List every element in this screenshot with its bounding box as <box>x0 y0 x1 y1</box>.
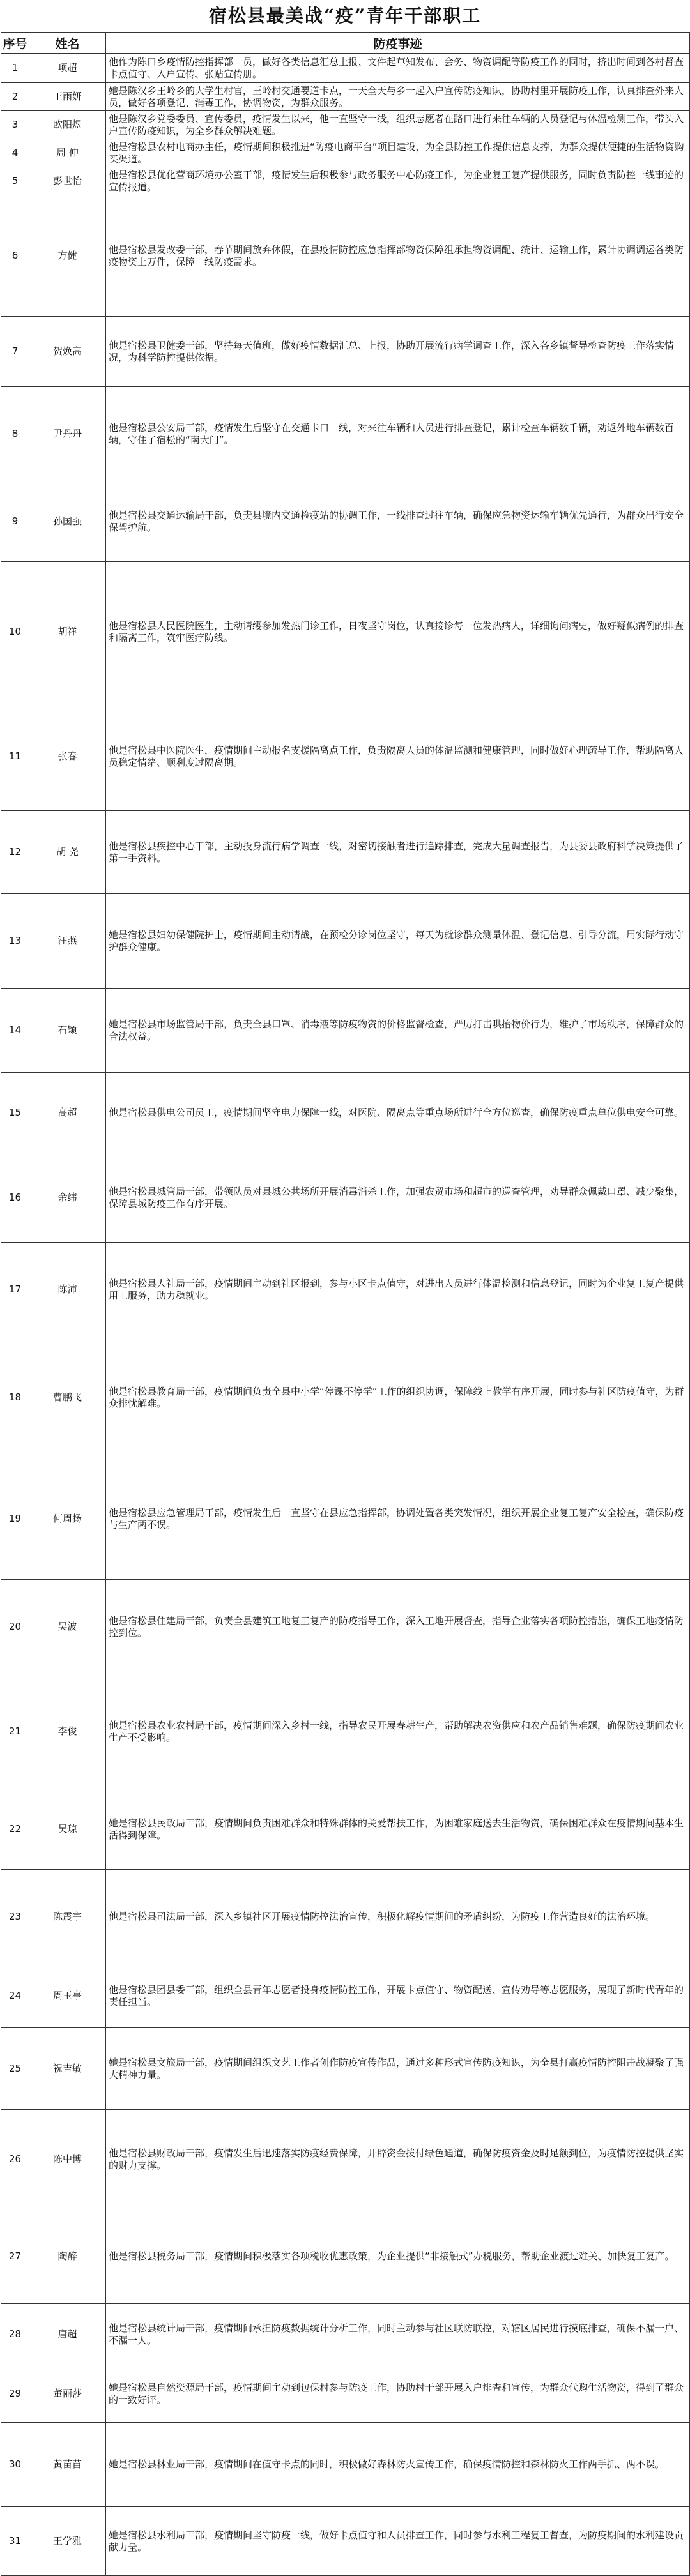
row-number: 17 <box>1 1243 29 1337</box>
deeds-cell <box>106 2209 690 2304</box>
row-number: 7 <box>1 317 29 387</box>
deeds-cell <box>106 2423 690 2507</box>
deeds-text: 他是宿松县公安局干部，疫情发生后坚守在交通卡口一线，对来往车辆和人员进行排查登记，累计检查车辆数千辆，劝返外地车辆数百辆，守住了宿松的“南大门”。 <box>109 421 675 446</box>
person-name: 周玉亭 <box>29 1964 106 2028</box>
person-name: 孙国强 <box>29 481 106 562</box>
deeds-text: 他是宿松县交通运输局干部，负责县境内交通检疫站的协调工作，一线排查过往车辆，确保应急物资运输车辆优先通行，为群众出行安全保驾护航。 <box>109 509 684 533</box>
deeds-cell <box>106 167 690 195</box>
table-row <box>1 139 690 167</box>
person-name: 张春 <box>29 702 106 811</box>
deeds-cell <box>106 1674 690 1789</box>
row-number: 27 <box>1 2209 29 2304</box>
deeds-text: 他是宿松县发改委干部，春节期间放弃休假，在县疫情防控应急指挥部物资保障组承担物资调配、统计、运输工作，累计协调调运各类防疫物资上万件，保障一线防疫需求。 <box>109 243 684 268</box>
table-row <box>1 2209 690 2304</box>
person-name: 陶醉 <box>29 2209 106 2304</box>
deeds-text: 他是宿松县统计局干部，疫情期间承担防疫数据统计分析工作，同时主动参与社区联防联控，对辖区居民进行摸底排查，确保不漏一户、不漏一人。 <box>109 2322 684 2346</box>
deeds-text: 他是宿松县住建局干部，负责全县建筑工地复工复产的防疫指导工作，深入工地开展督查，指导企业落实各项防控措施，确保工地疫情防控到位。 <box>109 1614 684 1639</box>
table-row <box>1 1580 690 1674</box>
deeds-cell <box>106 1153 690 1243</box>
row-number: 18 <box>1 1337 29 1458</box>
table-row <box>1 2304 690 2365</box>
deeds-table <box>1 32 690 2576</box>
row-number: 19 <box>1 1458 29 1580</box>
deeds-text: 她是宿松县水利局干部，疫情期间坚守防疫一线，做好卡点值守和人员排查工作，同时参与水利工程复工督查，为防疫期间的水利建设贡献力量。 <box>109 2529 684 2553</box>
table-row <box>1 2423 690 2507</box>
person-name: 曹鹏飞 <box>29 1337 106 1458</box>
row-number: 22 <box>1 1789 29 1870</box>
person-name: 陈中博 <box>29 2110 106 2209</box>
table-row <box>1 1789 690 1870</box>
deeds-cell <box>106 989 690 1073</box>
deeds-cell <box>106 562 690 702</box>
row-number: 9 <box>1 481 29 562</box>
table-row <box>1 1337 690 1458</box>
table-row <box>1 111 690 139</box>
table-row <box>1 167 690 195</box>
deeds-cell <box>106 2304 690 2365</box>
deeds-cell <box>106 2365 690 2423</box>
row-number: 6 <box>1 195 29 317</box>
table-row <box>1 1458 690 1580</box>
person-name: 吴波 <box>29 1580 106 1674</box>
table-row <box>1 2507 690 2576</box>
deeds-text: 他是宿松县应急管理局干部，疫情发生后一直坚守在县应急指挥部，协调处置各类突发情况，组织开展企业复工复产安全检查，确保防疫与生产两不误。 <box>109 1506 684 1531</box>
person-name: 石颖 <box>29 989 106 1073</box>
deeds-text: 他是陈汉乡党委委员、宣传委员，疫情发生以来，他一直坚守一线，组织志愿者在路口进行来往车辆的人员登记与体温检测工作，带头入户宣传防疫知识，为全乡群众解决难题。 <box>109 112 684 137</box>
deeds-cell <box>106 2028 690 2110</box>
table-row <box>1 702 690 811</box>
deeds-text: 他是宿松县疾控中心干部，主动投身流行病学调查一线，对密切接触者进行追踪排查，完成大量调查报告，为县委县政府科学决策提供了第一手资料。 <box>109 840 684 864</box>
row-number: 3 <box>1 111 29 139</box>
row-number: 23 <box>1 1870 29 1964</box>
table-row <box>1 387 690 481</box>
row-number: 11 <box>1 702 29 811</box>
deeds-cell <box>106 387 690 481</box>
table-row <box>1 317 690 387</box>
deeds-text: 他是宿松县城管局干部，带领队员对县城公共场所开展消毒消杀工作，加强农贸市场和超市的巡查管理，劝导群众佩戴口罩、减少聚集，保障县城防疫工作有序开展。 <box>109 1185 684 1209</box>
row-number: 1 <box>1 54 29 83</box>
deeds-cell <box>106 2507 690 2576</box>
row-number: 15 <box>1 1073 29 1153</box>
deeds-cell <box>106 111 690 139</box>
person-name: 高超 <box>29 1073 106 1153</box>
row-number: 12 <box>1 811 29 894</box>
row-number: 5 <box>1 167 29 195</box>
person-name: 周 仲 <box>29 139 106 167</box>
deeds-text: 她是宿松县民政局干部，疫情期间负责困难群众和特殊群体的关爱帮扶工作，为困难家庭送去生活物资，确保困难群众在疫情期间基本生活得到保障。 <box>109 1817 684 1841</box>
row-number: 4 <box>1 139 29 167</box>
table-row <box>1 481 690 562</box>
person-name: 何周扬 <box>29 1458 106 1580</box>
table-row <box>1 1870 690 1964</box>
table-row <box>1 2028 690 2110</box>
table-row <box>1 562 690 702</box>
deeds-cell <box>106 1870 690 1964</box>
deeds-cell <box>106 1073 690 1153</box>
row-number: 14 <box>1 989 29 1073</box>
table-row <box>1 83 690 111</box>
row-number: 21 <box>1 1674 29 1789</box>
header-no: 序号 <box>1 33 29 54</box>
deeds-cell <box>106 811 690 894</box>
deeds-cell <box>106 481 690 562</box>
person-name: 尹丹丹 <box>29 387 106 481</box>
person-name: 汪燕 <box>29 894 106 989</box>
deeds-text: 他是宿松县财政局干部，疫情发生后迅速落实防疫经费保障，开辟资金拨付绿色通道，确保防疫资金及时足额到位，为疫情防控提供坚实的财力支撑。 <box>109 2147 684 2171</box>
person-name: 项超 <box>29 54 106 83</box>
person-name: 祝吉敏 <box>29 2028 106 2110</box>
deeds-text: 她是陈汉乡王岭乡的大学生村官，王岭村交通要道卡点，一天全天与乡一起入户宣传防疫知识，协助村里开展防疫工作，认真排查外来人员，做好各项登记、消毒工作，协调物资，为群众服务。 <box>109 84 684 109</box>
deeds-text: 他是宿松县供电公司员工，疫情期间坚守电力保障一线，对医院、隔离点等重点场所进行全方位巡查，确保防疫重点单位供电安全可靠。 <box>109 1107 684 1118</box>
person-name: 王学雅 <box>29 2507 106 2576</box>
deeds-cell <box>106 195 690 317</box>
deeds-text: 他是宿松县卫健委干部，坚持每天值班，做好疫情数据汇总、上报，协助开展流行病学调查工作，深入各乡镇督导检查防疫工作落实情况，为科学防控提供依据。 <box>109 339 675 363</box>
row-number: 20 <box>1 1580 29 1674</box>
person-name: 胡祥 <box>29 562 106 702</box>
table-row <box>1 54 690 83</box>
person-name: 欧阳煜 <box>29 111 106 139</box>
deeds-text: 他是宿松县农业农村局干部，疫情期间深入乡村一线，指导农民开展春耕生产，帮助解决农资供应和农产品销售难题，确保防疫期间农业生产不受影响。 <box>109 1719 684 1743</box>
deeds-cell <box>106 1458 690 1580</box>
deeds-text: 他是宿松县人民医院医生，主动请缨参加发热门诊工作，日夜坚守岗位，认真接诊每一位发热病人，详细询问病史，做好疑似病例的排查和隔离工作，筑牢医疗防线。 <box>109 619 684 644</box>
deeds-text: 她是宿松县妇幼保健院护士，疫情期间主动请战，在预检分诊岗位坚守，每天为就诊群众测量体温、登记信息、引导分流，用实际行动守护群众健康。 <box>109 928 684 953</box>
person-name: 胡 尧 <box>29 811 106 894</box>
row-number: 26 <box>1 2110 29 2209</box>
deeds-text: 他是宿松县中医院医生，疫情期间主动报名支援隔离点工作，负责隔离人员的体温监测和健康管理，同时做好心理疏导工作，帮助隔离人员稳定情绪、顺利度过隔离期。 <box>109 744 684 768</box>
deeds-cell <box>106 1243 690 1337</box>
person-name: 彭世怡 <box>29 167 106 195</box>
deeds-cell <box>106 139 690 167</box>
deeds-cell <box>106 1789 690 1870</box>
deeds-cell <box>106 317 690 387</box>
row-number: 8 <box>1 387 29 481</box>
deeds-text: 她是宿松县市场监管局干部，负责全县口罩、消毒液等防疫物资的价格监督检查，严厉打击哄抬物价行为，维护了市场秩序，保障群众的合法权益。 <box>109 1018 684 1042</box>
row-number: 2 <box>1 83 29 111</box>
table-row <box>1 2365 690 2423</box>
deeds-text: 他是宿松县税务局干部，疫情期间积极落实各项税收优惠政策，为企业提供“非接触式”办税服务，帮助企业渡过难关、加快复工复产。 <box>109 2250 675 2262</box>
deeds-text: 他是宿松县农村电商办主任，疫情期间积极推进“防疫电商平台”项目建设，为全县防控工作提供信息支撑，为群众提供便捷的生活物资购买渠道。 <box>109 140 684 165</box>
deeds-text: 她是宿松县文旅局干部，疫情期间组织文艺工作者创作防疫宣传作品，通过多种形式宣传防疫知识，为全县打赢疫情防控阻击战凝聚了强大精神力量。 <box>109 2056 684 2080</box>
table-row <box>1 811 690 894</box>
person-name: 王雨妍 <box>29 83 106 111</box>
row-number: 24 <box>1 1964 29 2028</box>
deeds-text: 他是宿松县人社局干部，疫情期间主动到社区报到，参与小区卡点值守，对进出人员进行体温检测和信息登记，同时为企业复工复产提供用工服务，助力稳就业。 <box>109 1277 684 1301</box>
header-deeds: 防疫事迹 <box>106 33 690 54</box>
deeds-cell <box>106 1964 690 2028</box>
deeds-cell <box>106 894 690 989</box>
deeds-cell <box>106 2110 690 2209</box>
deeds-text: 她是宿松县林业局干部，疫情期间在值守卡点的同时，积极做好森林防火宣传工作，确保疫情防控和森林防火工作两手抓、两不误。 <box>109 2459 665 2470</box>
table-row <box>1 1674 690 1789</box>
table-row <box>1 1243 690 1337</box>
table-header-row <box>1 33 690 54</box>
deeds-cell <box>106 83 690 111</box>
deeds-cell <box>106 702 690 811</box>
person-name: 黄苗苗 <box>29 2423 106 2507</box>
row-number: 29 <box>1 2365 29 2423</box>
person-name: 方健 <box>29 195 106 317</box>
deeds-text: 他是宿松县教育局干部，疫情期间负责全县中小学“停课不停学”工作的组织协调，保障线上教学有序开展，同时参与社区防疫值守，为群众排忧解难。 <box>109 1385 684 1409</box>
deeds-text: 他是宿松县团县委干部，组织全县青年志愿者投身疫情防控工作，开展卡点值守、物资配送、宣传劝导等志愿服务，展现了新时代青年的责任担当。 <box>109 1983 684 2008</box>
person-name: 余纬 <box>29 1153 106 1243</box>
table-row <box>1 195 690 317</box>
person-name: 贺焕高 <box>29 317 106 387</box>
table-row <box>1 1153 690 1243</box>
table-row <box>1 894 690 989</box>
deeds-text: 他作为陈口乡疫情防控指挥部一员，做好各类信息汇总上报、文件起草知发布、会务、物资调配等防疫工作的同时，挤出时间到各村督查卡点值守、入户宣传、张贴宣传册。 <box>109 56 684 80</box>
person-name: 陈沛 <box>29 1243 106 1337</box>
table-row <box>1 989 690 1073</box>
table-row <box>1 2110 690 2209</box>
row-number: 28 <box>1 2304 29 2365</box>
row-number: 25 <box>1 2028 29 2110</box>
deeds-text: 他是宿松县优化营商环境办公室干部，疫情发生后积极参与政务服务中心防疫工作，为企业复工复产提供服务，同时负责防控一线事迹的宣传报道。 <box>109 169 684 193</box>
person-name: 董丽莎 <box>29 2365 106 2423</box>
deeds-cell <box>106 1337 690 1458</box>
page-title: 宿松县最美战“疫”青年干部职工 <box>208 5 482 26</box>
row-number: 10 <box>1 562 29 702</box>
table-row <box>1 1073 690 1153</box>
person-name: 吴琼 <box>29 1789 106 1870</box>
deeds-text: 她是宿松县自然资源局干部，疫情期间主动到包保村参与防疫工作，协助村干部开展入户排查和宣传，为群众代购生活物资，得到了群众的一致好评。 <box>109 2381 684 2406</box>
table-row <box>1 1964 690 2028</box>
header-name: 姓名 <box>29 33 106 54</box>
person-name: 李俊 <box>29 1674 106 1789</box>
person-name: 陈震宇 <box>29 1870 106 1964</box>
row-number: 30 <box>1 2423 29 2507</box>
deeds-cell <box>106 54 690 83</box>
row-number: 31 <box>1 2507 29 2576</box>
row-number: 16 <box>1 1153 29 1243</box>
deeds-cell <box>106 1580 690 1674</box>
table-body <box>1 54 690 2576</box>
deeds-text: 他是宿松县司法局干部，深入乡镇社区开展疫情防控法治宣传，积极化解疫情期间的矛盾纠纷，为防疫工作营造良好的法治环境。 <box>109 1911 656 1922</box>
person-name: 唐超 <box>29 2304 106 2365</box>
row-number: 13 <box>1 894 29 989</box>
